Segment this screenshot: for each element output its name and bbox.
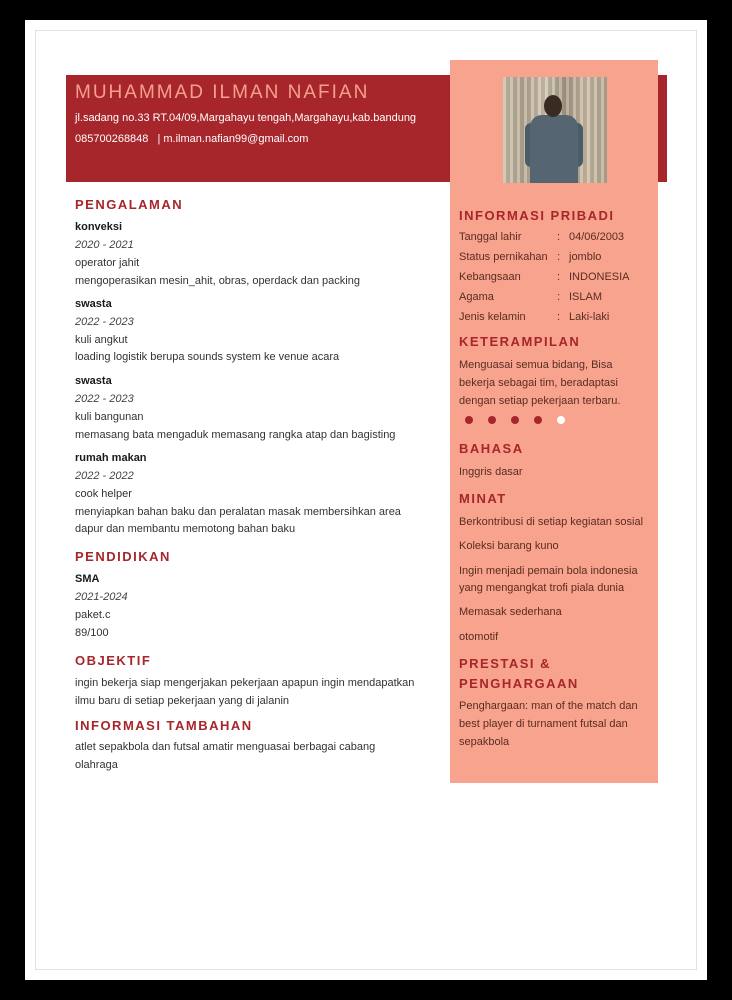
personal-row-nationality: Kebangsaan : INDONESIA — [459, 271, 630, 283]
experience-role: kuli bangunan — [75, 411, 144, 423]
experience-desc: loading logistik berupa sounds system ke venue acara — [75, 351, 340, 363]
interest-item: Memasak sederhana — [459, 606, 562, 618]
interest-item: yang mengangkat trofi piala dunia — [459, 582, 625, 594]
education-level: SMA — [75, 573, 100, 585]
experience-heading: PENGALAMAN — [75, 197, 184, 212]
additional-text: olahraga — [75, 759, 118, 771]
experience-company: konveksi — [75, 221, 123, 233]
education-period: 2021-2024 — [75, 591, 128, 603]
experience-company: swasta — [75, 375, 112, 387]
address-text: jl.sadang no.33 RT.04/09,Margahayu tengah,Margahayu,kab.bandung — [75, 112, 417, 124]
skills-text: bekerja sebagai tim, beradaptasi — [459, 377, 618, 389]
experience-company: swasta — [75, 298, 112, 310]
experience-role: operator jahit — [75, 257, 140, 269]
interest-item: Koleksi barang kuno — [459, 540, 559, 552]
education-program: paket.c — [75, 609, 111, 621]
experience-desc: mengoperasikan mesin_ahit, obras, operdack dan packing — [75, 275, 360, 287]
awards-text: Penghargaan: man of the match dan — [459, 700, 638, 712]
skill-dot-filled — [511, 416, 519, 424]
awards-text: sepakbola — [459, 736, 510, 748]
experience-period: 2020 - 2021 — [75, 239, 134, 251]
experience-desc: dapur dan membantu memotong bahan baku — [75, 523, 296, 535]
experience-role: kuli angkut — [75, 334, 128, 346]
interest-item: otomotif — [459, 631, 499, 643]
personal-row-birthdate: Tanggal lahir : 04/06/2003 — [459, 231, 625, 243]
resume-page — [25, 20, 707, 980]
personal-info-heading: INFORMASI PRIBADI — [459, 208, 615, 223]
skill-dot-filled — [465, 416, 473, 424]
candidate-name: MUHAMMAD ILMAN NAFIAN — [75, 82, 370, 103]
personal-row-gender: Jenis kelamin : Laki-laki — [459, 311, 610, 323]
language-text: Inggris dasar — [459, 466, 523, 478]
objective-text: ingin bekerja siap mengerjakan pekerjaan apapun ingin mendapatkan — [75, 677, 415, 689]
interest-item: Ingin menjadi pemain bola indonesia — [459, 565, 638, 577]
awards-text: best player di turnament futsal dan — [459, 718, 628, 730]
interest-item: Berkontribusi di setiap kegiatan sosial — [459, 516, 644, 528]
skills-text: Menguasai semua bidang, Bisa — [459, 359, 613, 371]
contact-line — [75, 133, 308, 145]
experience-period: 2022 - 2023 — [75, 393, 134, 405]
objective-text: ilmu baru di setiap pekerjaan yang di jalanin — [75, 695, 290, 707]
awards-heading: PRESTASI & — [459, 656, 552, 671]
email-text: | m.ilman.nafian99@gmail.com — [157, 133, 309, 145]
education-heading: PENDIDIKAN — [75, 549, 171, 564]
interests-heading: MINAT — [459, 491, 507, 506]
experience-desc: memasang bata mengaduk memasang rangka atap dan bagisting — [75, 429, 396, 441]
additional-heading: INFORMASI TAMBAHAN — [75, 718, 253, 733]
experience-desc: menyiapkan bahan baku dan peralatan masak membersihkan area — [75, 506, 401, 518]
skills-heading: KETERAMPILAN — [459, 334, 581, 349]
phone-text: 085700268848 — [75, 133, 149, 145]
skills-text: dengan setiap pekerjaan terbaru. — [459, 395, 621, 407]
education-score: 89/100 — [75, 627, 109, 639]
profile-photo — [503, 77, 607, 183]
experience-role: cook helper — [75, 488, 132, 500]
experience-company: rumah makan — [75, 452, 147, 464]
personal-row-religion: Agama : ISLAM — [459, 291, 603, 303]
experience-period: 2022 - 2023 — [75, 316, 134, 328]
experience-period: 2022 - 2022 — [75, 470, 134, 482]
awards-heading: PENGHARGAAN — [459, 676, 579, 691]
personal-row-marital: Status pernikahan : jomblo — [459, 251, 602, 263]
language-heading: BAHASA — [459, 441, 524, 456]
skill-dot-filled — [488, 416, 496, 424]
additional-text: atlet sepakbola dan futsal amatir menguasai berbagai cabang — [75, 741, 376, 753]
skill-dot-filled — [534, 416, 542, 424]
skill-dot-empty — [557, 416, 565, 424]
objective-heading: OBJEKTIF — [75, 653, 152, 668]
